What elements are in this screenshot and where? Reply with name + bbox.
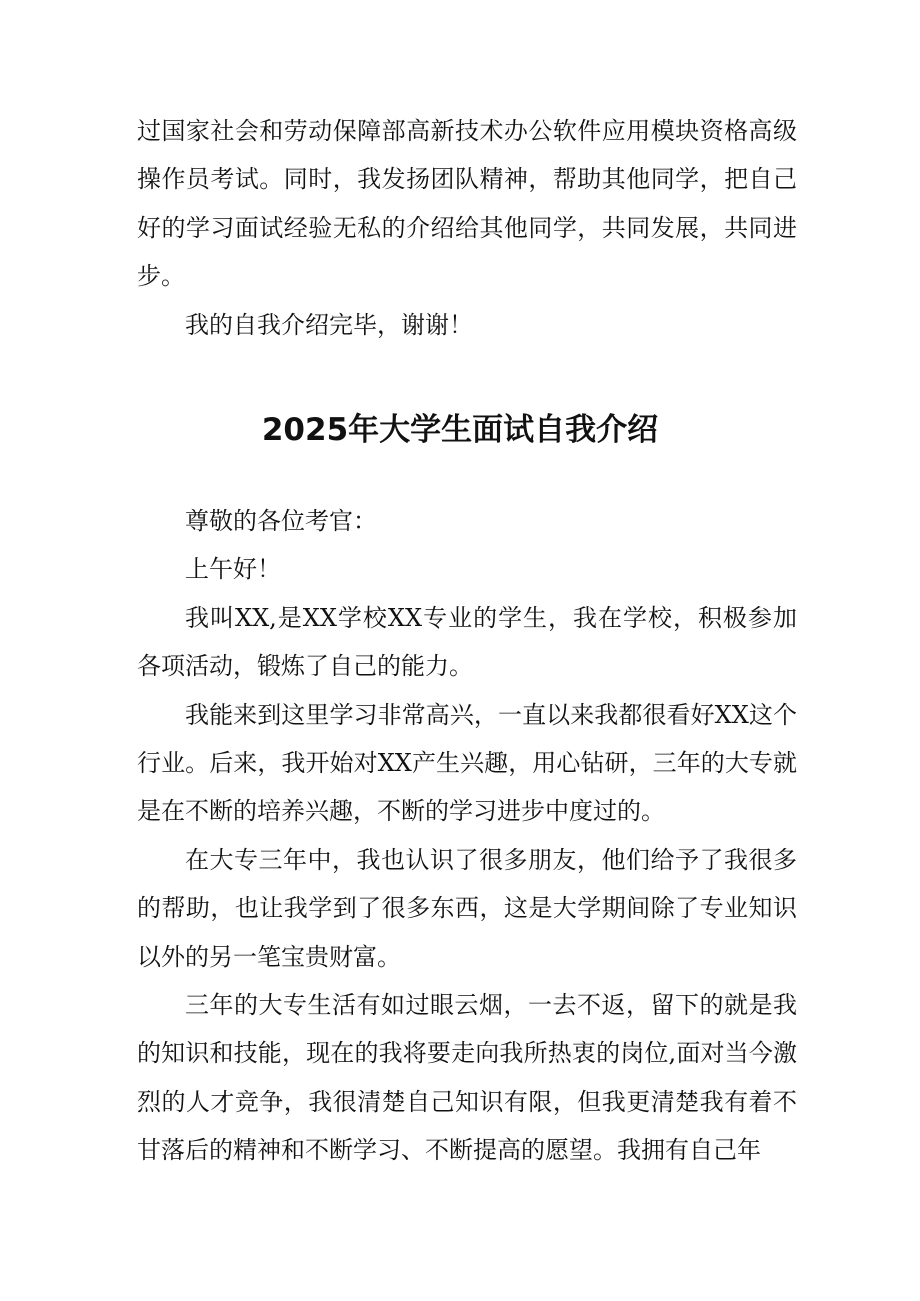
body-paragraph: 三年的大专生活有如过眼云烟，一去不返，留下的就是我的知识和技能，现在的我将要走向我所热衷的岗位,面对当今激烈的人才竞争，我很清楚自己知识有限，但我更清楚我有着不甘落后的精神和不断学习、不断提高的愿望。我拥有自己年 xyxy=(137,991,797,1165)
body-paragraph: 在大专三年中，我也认识了很多朋友，他们给予了我很多的帮助，也让我学到了很多东西，这是大学期间除了专业知识以外的另一笔宝贵财富。 xyxy=(137,845,797,971)
continuation-text xyxy=(137,107,797,349)
body-paragraph: 我能来到这里学习非常高兴，一直以来我都很看好XX这个行业。后来，我开始对XX产生兴趣，用心钻研，三年的大专就是在不断的培养兴趣，不断的学习进步中度过的。 xyxy=(137,700,797,826)
greeting: 上午好！ xyxy=(185,555,281,584)
article-body xyxy=(137,497,797,1175)
article-title: 2025年大学生面试自我介绍 xyxy=(261,412,659,448)
continuation-paragraph: 过国家社会和劳动保障部高新技术办公软件应用模块资格高级操作员考试。同时，我发扬团队精神，帮助其他同学，把自己好的学习面试经验无私的介绍给其他同学，共同发展，共同进步。 xyxy=(137,117,797,291)
closing-paragraph: 我的自我介绍完毕，谢谢！ xyxy=(185,310,473,339)
salutation: 尊敬的各位考官： xyxy=(185,507,377,535)
body-paragraph: 我叫XX,是XX学校XX专业的学生，我在学校，积极参加各项活动，锻炼了自己的能力。 xyxy=(137,603,797,681)
